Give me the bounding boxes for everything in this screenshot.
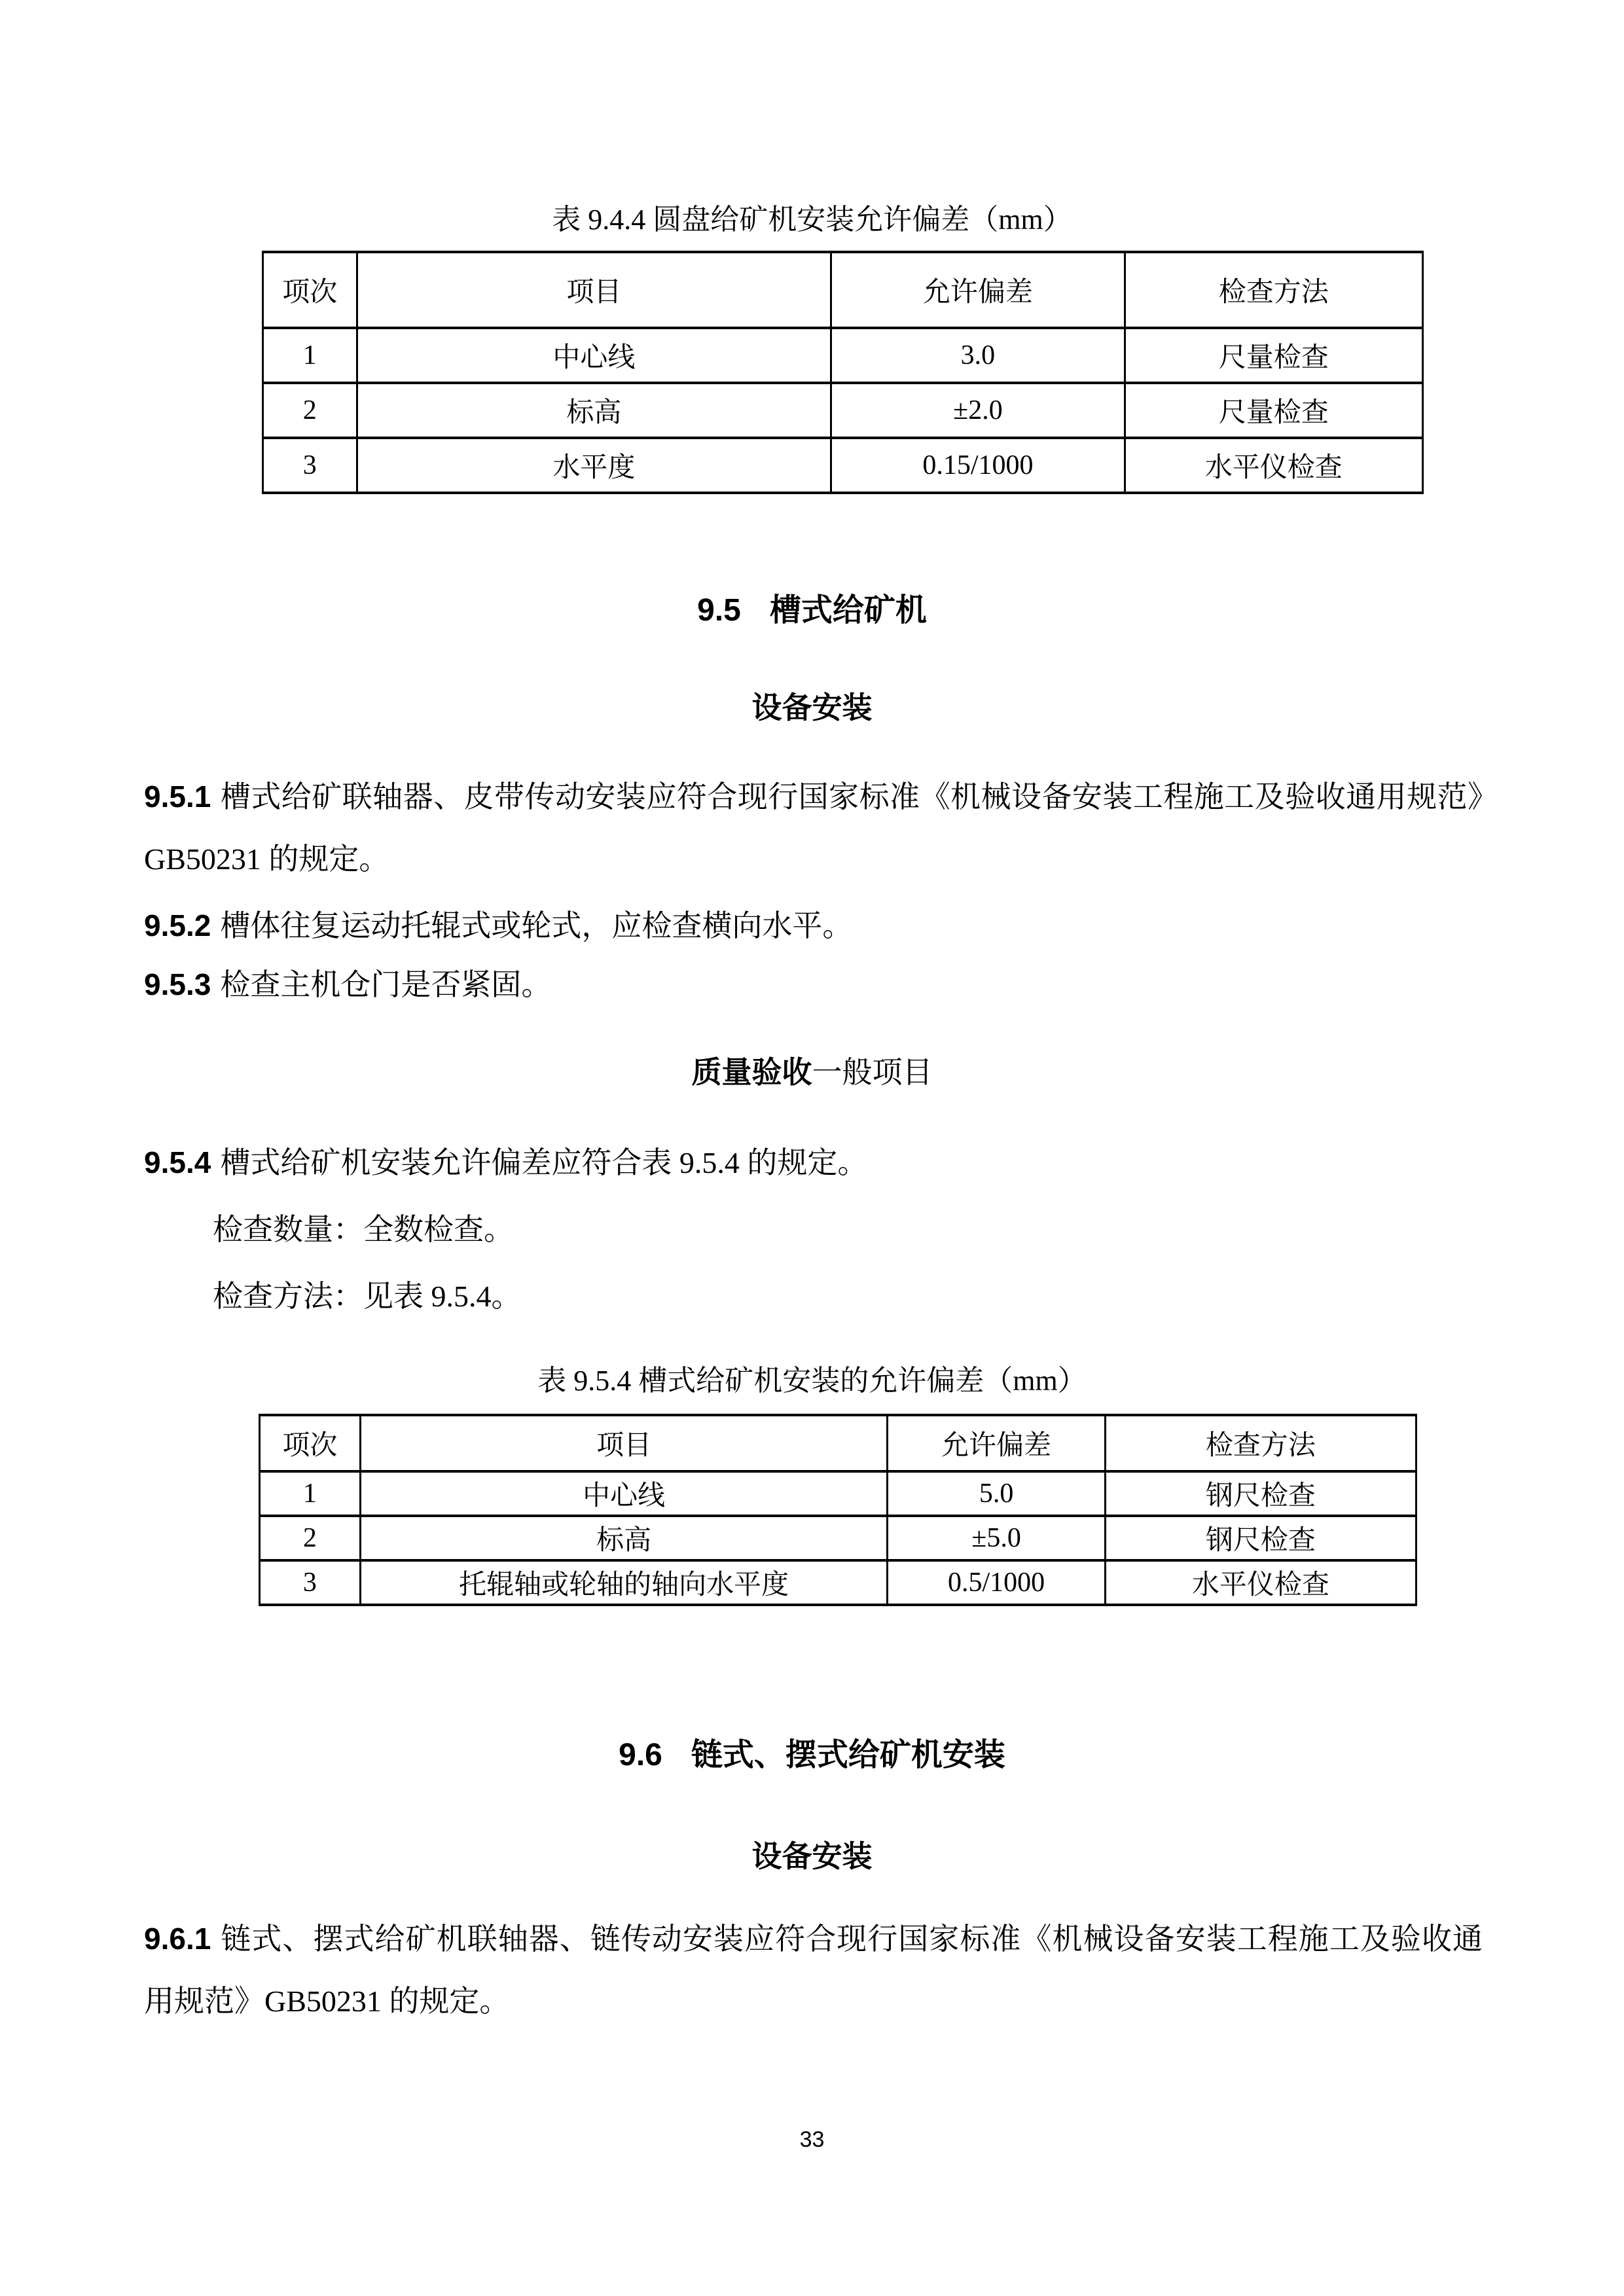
table-cell: 托辊轴或轮轴的轴向水平度	[360, 1560, 888, 1605]
page-number: 33	[799, 2127, 825, 2152]
table-cell: 5.0	[888, 1471, 1105, 1516]
table-cell: ±2.0	[831, 383, 1125, 438]
column-header: 项目	[360, 1415, 888, 1471]
clause-9-5-3	[144, 954, 1483, 1016]
clause-number: 9.5.4	[144, 1145, 211, 1179]
column-header: 检查方法	[1105, 1415, 1416, 1471]
table-cell: 钢尺检查	[1105, 1471, 1416, 1516]
table-cell: 1	[263, 328, 357, 383]
clause-text: 链式、摆式给矿机联轴器、链传动安装应符合现行国家标准《机械设备安装工程施工及验收通用规范》GB50231 的规定。	[144, 1922, 1483, 2018]
section-9-6-heading	[0, 1736, 1624, 1775]
table-cell: 3.0	[831, 328, 1125, 383]
section-9-5-heading	[0, 591, 1624, 630]
table-cell: 3	[260, 1560, 361, 1605]
check-method-line: 检查方法：见表 9.5.4。	[213, 1280, 522, 1313]
quality-heading-bold: 质量验收	[691, 1056, 812, 1089]
table-cell: 钢尺检查	[1105, 1516, 1416, 1560]
column-header: 项次	[263, 252, 357, 328]
table-cell: 尺量检查	[1125, 328, 1422, 383]
column-header: 允许偏差	[888, 1415, 1105, 1471]
table-cell: 2	[260, 1516, 361, 1560]
table-cell: 水平仪检查	[1125, 438, 1422, 493]
table-944	[262, 251, 1424, 494]
table-cell: 标高	[357, 383, 831, 438]
table-944-caption: 表 9.4.4 圆盘给矿机安装允许偏差（mm）	[552, 204, 1072, 236]
quality-heading-rest: 一般项目	[812, 1056, 933, 1089]
clause-text: 检查主机仓门是否紧固。	[220, 968, 552, 1001]
table-row	[263, 328, 1423, 383]
equipment-install-heading-9-6: 设备安装	[751, 1840, 873, 1873]
section-title: 槽式给矿机	[769, 593, 927, 628]
column-header: 项次	[260, 1415, 361, 1471]
clause-9-5-2	[144, 895, 1483, 957]
table-row	[260, 1471, 1416, 1516]
clause-number: 9.6.1	[144, 1922, 211, 1956]
section-number: 9.6	[619, 1738, 662, 1772]
table-cell: 中心线	[357, 328, 831, 383]
table-954	[259, 1414, 1417, 1606]
table-cell: 标高	[360, 1516, 888, 1560]
table-cell: ±5.0	[888, 1516, 1105, 1560]
section-number: 9.5	[697, 593, 741, 628]
clause-9-6-1	[144, 1908, 1483, 2032]
column-header: 检查方法	[1125, 252, 1422, 328]
table-954-caption: 表 9.5.4 槽式给矿机安装的允许偏差（mm）	[537, 1365, 1087, 1397]
table-cell: 中心线	[360, 1471, 888, 1516]
table-header-row	[263, 252, 1423, 328]
table-cell: 2	[263, 383, 357, 438]
clause-9-5-4	[144, 1132, 1483, 1194]
check-quantity-line: 检查数量：全数检查。	[213, 1213, 514, 1246]
clause-text: 槽体往复运动托辊式或轮式，应检查横向水平。	[220, 909, 853, 942]
table-row	[260, 1560, 1416, 1605]
clause-text: 槽式给矿联轴器、皮带传动安装应符合现行国家标准《机械设备安装工程施工及验收通用规范》GB50231 的规定。	[144, 780, 1483, 876]
section-title: 链式、摆式给矿机安装	[691, 1738, 1005, 1772]
clause-number: 9.5.2	[144, 908, 211, 942]
column-header: 项目	[357, 252, 831, 328]
clause-text: 槽式给矿机安装允许偏差应符合表 9.5.4 的规定。	[220, 1146, 868, 1179]
clause-9-5-1	[144, 766, 1483, 890]
clause-number: 9.5.1	[144, 780, 211, 814]
table-header-row	[260, 1415, 1416, 1471]
table-cell: 0.15/1000	[831, 438, 1125, 493]
table-row	[263, 438, 1423, 493]
column-header: 允许偏差	[831, 252, 1125, 328]
table-cell: 1	[260, 1471, 361, 1516]
clause-number: 9.5.3	[144, 967, 211, 1001]
equipment-install-heading-9-5: 设备安装	[751, 691, 873, 725]
table-cell: 水平度	[357, 438, 831, 493]
table-row	[263, 383, 1423, 438]
quality-acceptance-heading	[0, 1054, 1624, 1092]
table-cell: 尺量检查	[1125, 383, 1422, 438]
table-cell: 水平仪检查	[1105, 1560, 1416, 1605]
table-cell: 0.5/1000	[888, 1560, 1105, 1605]
table-row	[260, 1516, 1416, 1560]
table-cell: 3	[263, 438, 357, 493]
